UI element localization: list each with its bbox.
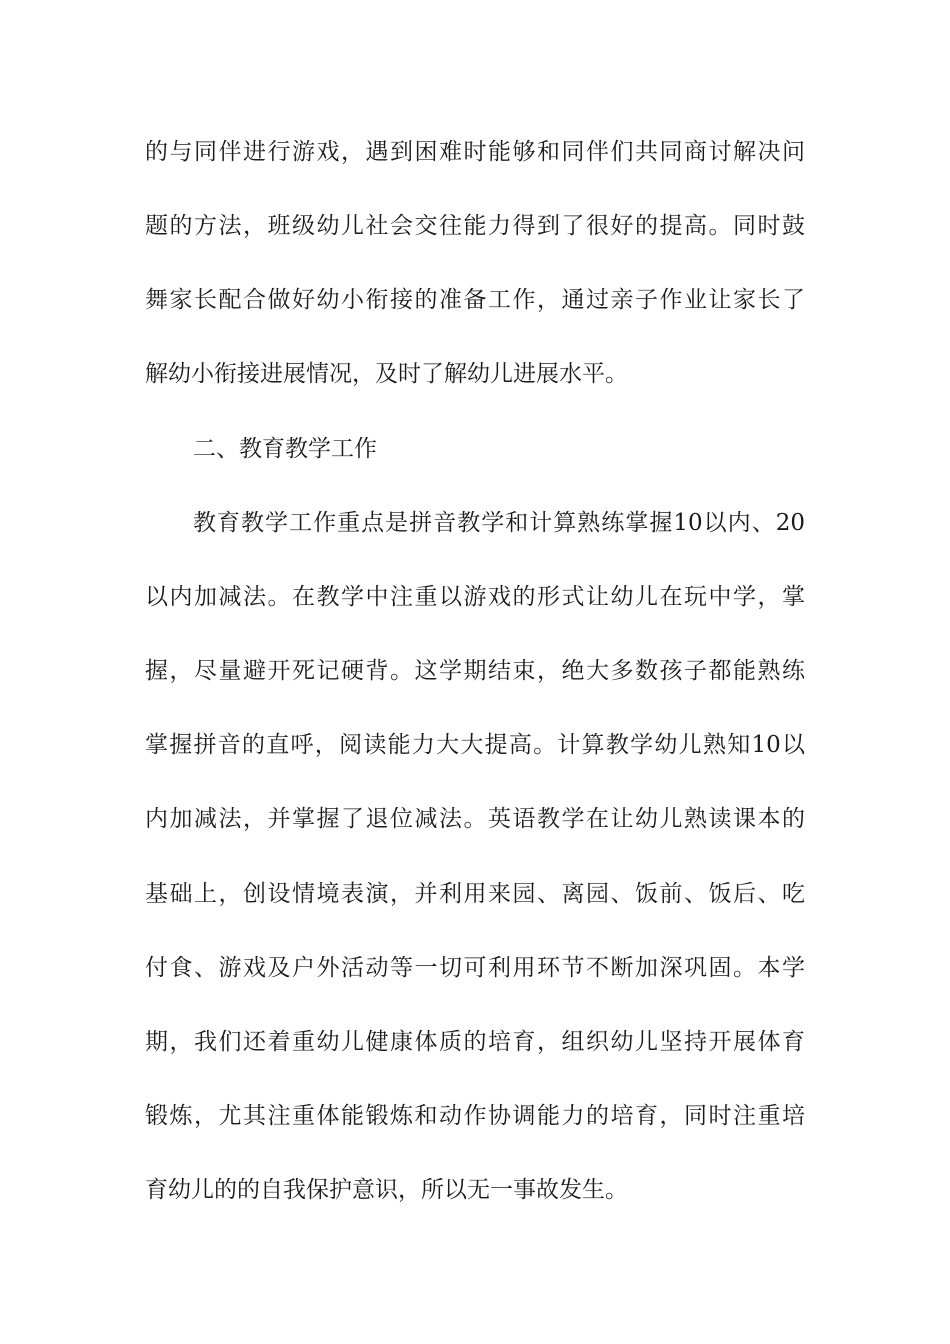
paragraph-line: 题的方法，班级幼儿社会交往能力得到了很好的提高。同时鼓 [145, 213, 805, 239]
paragraph-line: 付食、游戏及户外活动等一切可利用环节不断加深巩固。本学 [145, 955, 805, 981]
paragraph-line: 握，尽量避开死记硬背。这学期结束，绝大多数孩子都能熟练 [145, 658, 805, 684]
paragraph-line: 的与同伴进行游戏，遇到困难时能够和同伴们共同商讨解决问 [145, 139, 805, 165]
section-heading: 二、教育教学工作 [193, 436, 377, 462]
paragraph-line: 解幼小衔接进展情况，及时了解幼儿进展水平。 [145, 361, 628, 387]
paragraph-line: 舞家长配合做好幼小衔接的准备工作，通过亲子作业让家长了 [145, 287, 805, 313]
paragraph-line: 教育教学工作重点是拼音教学和计算熟练掌握10以内、20 [193, 510, 805, 536]
paragraph-line: 期，我们还着重幼儿健康体质的培育，组织幼儿坚持开展体育 [145, 1029, 805, 1055]
paragraph-line: 以内加减法。在教学中注重以游戏的形式让幼儿在玩中学，掌 [145, 584, 805, 610]
paragraph-line: 基础上，创设情境表演，并利用来园、离园、饭前、饭后、吃 [145, 881, 805, 907]
paragraph-line: 锻炼，尤其注重体能锻炼和动作协调能力的培育，同时注重培 [145, 1103, 805, 1129]
paragraph-line: 内加减法，并掌握了退位减法。英语教学在让幼儿熟读课本的 [145, 806, 805, 832]
paragraph-line: 育幼儿的的自我保护意识，所以无一事故发生。 [145, 1177, 628, 1203]
paragraph-line: 掌握拼音的直呼，阅读能力大大提高。计算教学幼儿熟知10以 [145, 732, 805, 758]
